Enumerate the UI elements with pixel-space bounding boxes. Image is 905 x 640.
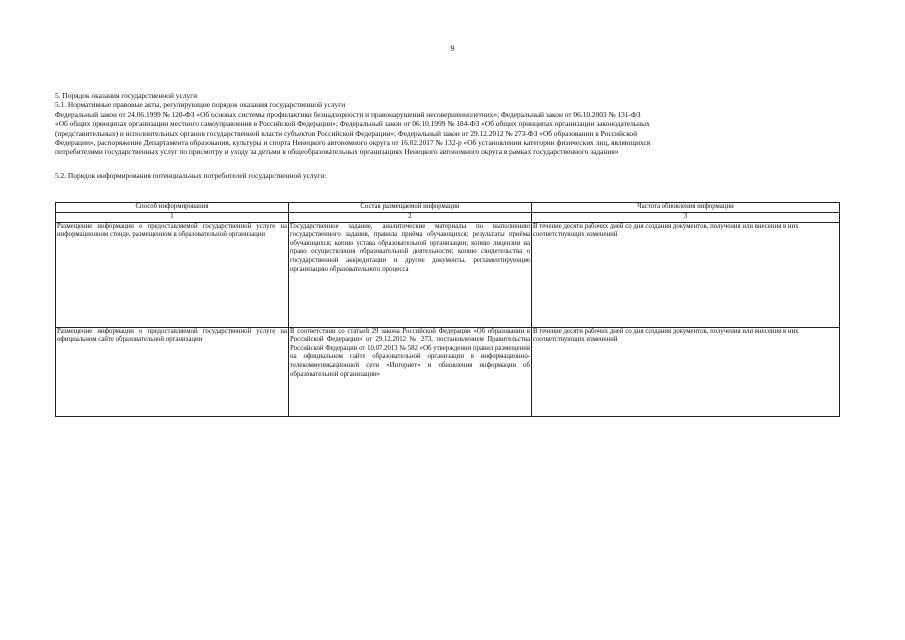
- table-number-row: [56, 212, 840, 222]
- table-caption: 5.2. Порядок информирования потенциальных потребителей государственной услуги:: [55, 170, 327, 180]
- laws-line: «Об общих принципах организации местного самоуправления в Российской Федерации»; Федеральный закон от 06.10.1999 № 184-ФЗ «Об общих принципах организации законодательных: [55, 119, 650, 129]
- header-content: Состав размещаемой информации: [289, 203, 532, 213]
- laws-line: потребителями государственных услуг по присмотру и уходу за детьми в общеобразовательных организациях Ненецкого автономного округа в рамках государственного задания»: [55, 147, 619, 157]
- cell-content: Государственное задание, аналитические материалы по выполнению государственного задания, правила приёма обучающихся; результаты приёма обучающихся; копию устава образовательной организации; копию лицензии на право осуществления образовательной деятельности; копию свидетельства о государственной аккредитации и другие документы, регламентирующие организацию образовательного процесса: [289, 222, 532, 327]
- cell-content: В соответствии со статьей 29 закона Российской Федерации «Об образовании в Российской Федерации» от 29.12.2012 № 273, постановлением Правительства Российской Федерации от 10.07.2013 № 582 «Об утверждении правил размещения на официальном сайте образовательной организации в информационно-телекоммуникационной сети «Интернет» и обновления информации об образовательной организации»: [289, 327, 532, 416]
- column-number: 2: [289, 212, 532, 222]
- table-header-row: [56, 203, 840, 213]
- section-heading: 5. Порядок оказания государственной услуги: [55, 91, 198, 100]
- column-number: 3: [532, 212, 840, 222]
- page-number: 9: [450, 44, 455, 53]
- cell-frequency: В течение десяти рабочих дней со дня создания документов, получения или внесения в них соответствующих изменений: [532, 327, 840, 416]
- cell-frequency: В течение десяти рабочих дней со дня создания документов, получения или внесения в них соответствующих изменений: [532, 222, 840, 327]
- header-frequency: Частота обновления информации: [532, 203, 840, 213]
- column-number: 1: [56, 212, 289, 222]
- laws-line: (представительных) и исполнительных органов государственной власти субъектов Российской Федерации»; Федеральный закон от 29.12.2012 № 273-ФЗ «Об образовании в Российской: [55, 128, 638, 138]
- section-content: [55, 91, 815, 180]
- section-subheading: 5.1. Нормативные правовые акты, регулирующие порядок оказания государственной услуги: [55, 100, 346, 110]
- cell-method: Размещение информации о предоставляемой государственной услуге на официальном сайте образовательной организации: [56, 327, 289, 416]
- laws-line: Федеральный закон от 24.06.1999 № 120-ФЗ «Об основах системы профилактики безнадзорности и правонарушений несовершеннолетних»; Федеральный закон от 06.10.2003 № 131-ФЗ: [55, 109, 641, 119]
- table-row: [56, 222, 840, 327]
- information-table: [55, 202, 840, 417]
- cell-method: Размещение информации о предоставляемой государственной услуге на информационном стенде, размещенном в образовательной организации: [56, 222, 289, 327]
- header-method: Способ информирования: [56, 203, 289, 213]
- laws-line: Федерации», распоряжение Департамента образования, культуры и спорта Ненецкого автономного округа от 16.02.2017 № 132-р «Об установлении категории физических лиц, являющихся: [55, 138, 651, 148]
- table-row: [56, 327, 840, 416]
